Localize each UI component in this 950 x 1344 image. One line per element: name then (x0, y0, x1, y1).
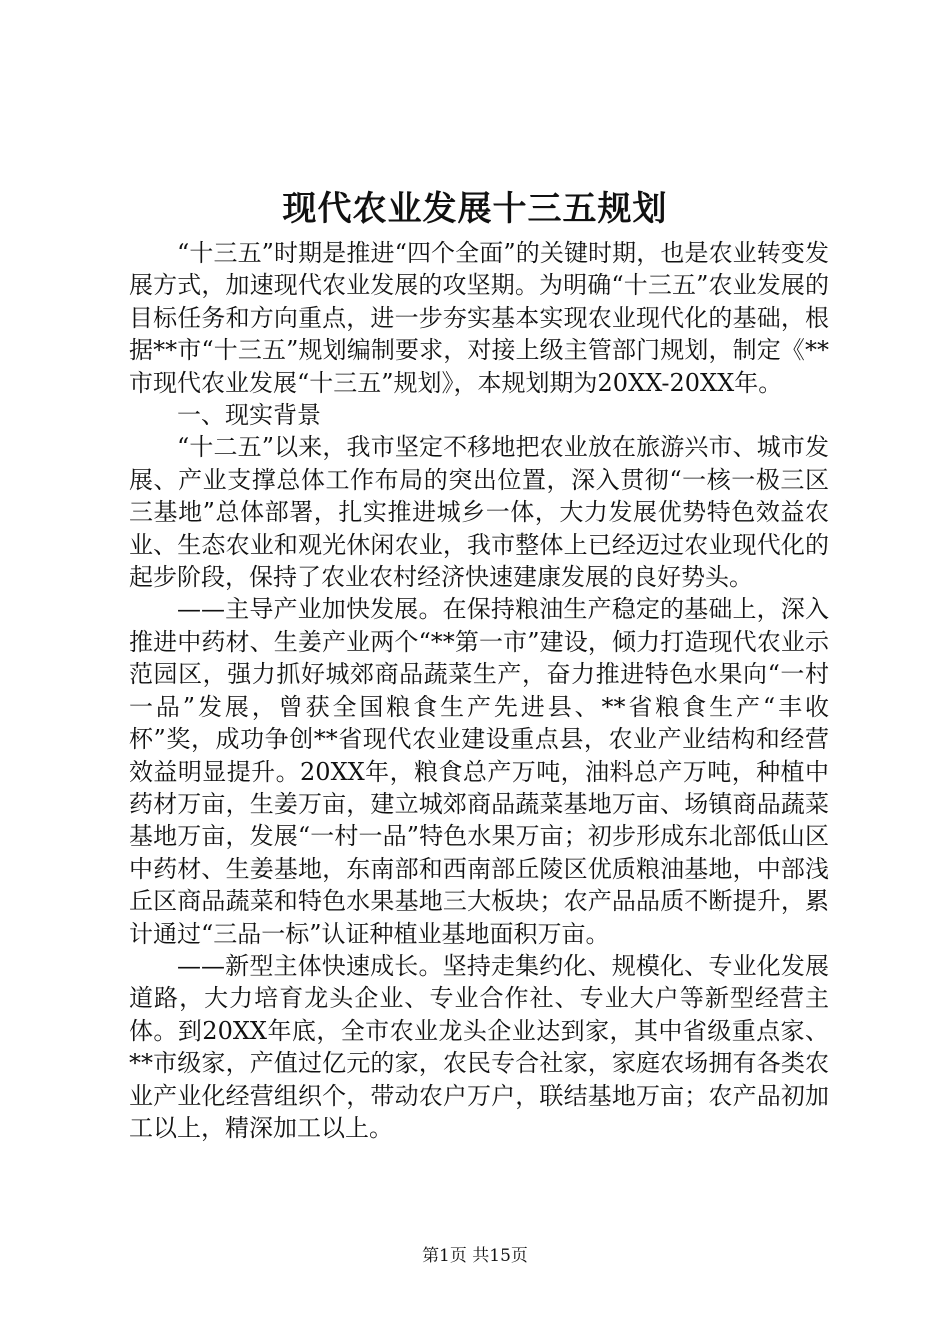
intro-paragraph: “十三五”时期是推进“四个全面”的关键时期，也是农业转变发展方式，加速现代农业发展的攻坚期。为明确“十三五”农业发展的目标任务和方向重点，进一步夯实基本实现农业现代化的基础，根据**市“十三五”规划编制要求，对接上级主管部门规划，制定《**市现代农业发展“十三五”规划》，本规划期为20XX-20XX年。 (129, 239, 829, 397)
page-number-footer: 第1页 共15页 (422, 1246, 528, 1266)
leading-industry-paragraph: ——主导产业加快发展。在保持粮油生产稳定的基础上，深入推进中药材、生姜产业两个“**第一市”建设，倾力打造现代农业示范园区，强力抓好城郊商品蔬菜生产，奋力推进特色水果向“一村一品”发展，曾获全国粮食生产先进县、**省粮食生产“丰收杯”奖，成功争创**省现代农业建设重点县，农业产业结构和经营效益明显提升。20XX年，粮食总产万吨，油料总产万吨，种植中药材万亩，生姜万亩，建立城郊商品蔬菜基地万亩、场镇商品蔬菜基地万亩，发展“一村一品”特色水果万亩；初步形成东北部低山区中药材、生姜基地，东南部和西南部丘陵区优质粮油基地，中部浅丘区商品蔬菜和特色水果基地三大板块；农产品品质不断提升，累计通过“三品一标”认证种植业基地面积万亩。 (129, 595, 829, 948)
document-title: 现代农业发展十三五规划 (282, 189, 668, 229)
document-body (129, 237, 829, 1144)
new-entities-paragraph: ——新型主体快速成长。坚持走集约化、规模化、专业化发展道路，大力培育龙头企业、专业合作社、专业大户等新型经营主体。到20XX年底，全市农业龙头企业达到家，其中省级重点家、**市级家，产值过亿元的家，农民专合社家，家庭农场拥有各类农业产业化经营组织个，带动农户万户，联结基地万亩；农产品初加工以上，精深加工以上。 (129, 951, 829, 1142)
background-paragraph: “十二五”以来，我市坚定不移地把农业放在旅游兴市、城市发展、产业支撑总体工作布局的突出位置，深入贯彻“一核一极三区三基地”总体部署，扎实推进城乡一体，大力发展优势特色效益农业、生态农业和观光休闲农业，我市整体上已经迈过农业现代化的起步阶段，保持了农业农村经济快速建康发展的良好势头。 (129, 433, 829, 592)
section-heading-background: 一、现实背景 (177, 401, 321, 430)
